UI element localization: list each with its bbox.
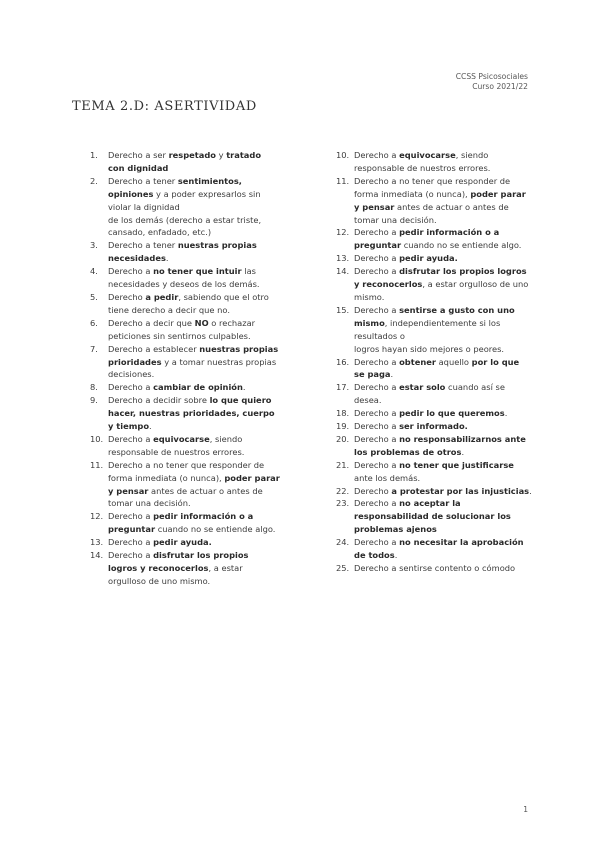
list-item (336, 407, 532, 420)
list-item-text: Derecho a decidir sobre (108, 395, 210, 406)
list-item (336, 536, 532, 562)
list-item-number: 19. (336, 421, 350, 432)
list-item-number: 9. (90, 395, 98, 406)
list-item-number: 15. (336, 304, 350, 315)
list-item (336, 420, 532, 433)
list-item (90, 536, 280, 549)
list-item-text: . (165, 253, 169, 264)
list-item-number: 12. (336, 227, 350, 238)
list-item-emphasis: NO (194, 317, 209, 328)
list-item (90, 239, 280, 265)
list-item-number: 13. (336, 253, 350, 264)
list-item (90, 291, 280, 317)
list-item-text: . (149, 421, 152, 432)
list-item-text: y a poder expresarlos sin violar la dignidad (108, 188, 261, 212)
list-item-number: 22. (336, 485, 350, 496)
list-item-text: Derecho a (108, 433, 154, 444)
list-item-text: Derecho a ser (108, 150, 169, 160)
list-item-text: Derecho a no tener que responder de forma inmediata (o nunca), (354, 175, 511, 199)
list-item (336, 562, 532, 575)
list-item-number: 14. (336, 266, 350, 277)
list-item-text: Derecho a sentirse contento o cómodo (354, 563, 516, 573)
list-item-text: Derecho (354, 485, 392, 496)
list-item-text: , siendo responsable de nuestros errores. (108, 433, 245, 457)
list-item-emphasis: lo que quiero hacer, nuestras prioridades, cuerpo y tiempo (108, 395, 275, 432)
list-item (336, 226, 532, 252)
list-item-text: . (242, 382, 246, 393)
list-item-text: . (390, 369, 394, 380)
list-item (336, 304, 532, 356)
rights-list-left (90, 149, 280, 588)
list-item-number: 6. (90, 317, 98, 328)
list-item-number: 3. (90, 240, 98, 251)
list-item (336, 175, 532, 227)
page-number: 1 (523, 805, 528, 814)
list-item-emphasis: poder parar y pensar (354, 188, 526, 212)
list-item-text: Derecho a (354, 266, 400, 277)
list-item-text: de los demás (derecho a estar triste, cansado, enfadado, etc.) (108, 214, 262, 238)
list-item (336, 381, 532, 407)
rights-list-right (336, 149, 532, 575)
list-item-emphasis: no tener que intuir (153, 266, 242, 277)
list-item-number: 2. (90, 175, 98, 186)
list-item (90, 381, 280, 394)
list-item-emphasis: pedir ayuda. (399, 253, 458, 264)
list-item-emphasis: no tener que justificarse (399, 459, 514, 470)
list-item-text: aquello (435, 356, 472, 367)
list-item-text: Derecho a (354, 150, 400, 160)
list-item-text: , siendo responsable de nuestros errores. (354, 150, 491, 173)
list-item-number: 20. (336, 433, 350, 444)
list-item-text: las necesidades y deseos de los demás. (108, 266, 260, 290)
list-item-emphasis: disfrutar los propios logros y reconocerlos (354, 266, 527, 290)
list-item (336, 497, 532, 536)
list-item-number: 10. (336, 150, 350, 160)
list-item-text: cuando así se desea. (354, 382, 505, 406)
list-item-emphasis: ser informado. (399, 421, 468, 432)
list-item-text: , a estar orgulloso de uno mismo. (108, 563, 243, 586)
list-item (336, 485, 532, 498)
list-item (90, 433, 280, 459)
list-item (336, 459, 532, 485)
list-item-number: 7. (90, 343, 98, 354)
list-item-number: 24. (336, 537, 350, 548)
list-item-text: Derecho a (354, 421, 400, 432)
list-item-emphasis: respetado (168, 150, 216, 160)
list-item-text: Derecho a (354, 253, 400, 264)
list-item-text: y (216, 150, 227, 160)
list-item-text: Derecho a establecer (108, 343, 200, 354)
list-item-emphasis: obtener (399, 356, 436, 367)
list-item-text: antes de actuar o antes de tomar una decisión. (354, 201, 509, 225)
list-item-number: 23. (336, 498, 350, 509)
list-item-text: Derecho a (354, 498, 400, 509)
header-course-year: Curso 2021/22 (472, 82, 528, 91)
list-item-text: antes de actuar o antes de tomar una decisión. (108, 485, 263, 509)
page-title: TEMA 2.D: ASERTIVIDAD (72, 99, 257, 114)
list-item-text: Derecho a decir que (108, 317, 195, 328)
list-item (90, 394, 280, 433)
list-item-emphasis: a protestar por las injusticias (391, 485, 530, 496)
list-item-text: Derecho a (108, 511, 154, 522)
list-item (90, 459, 280, 511)
list-item-emphasis: pedir información o a preguntar (108, 511, 254, 535)
list-item-number: 4. (90, 266, 98, 277)
list-item-text: y a tomar nuestras propias decisiones. (108, 356, 277, 380)
list-item-emphasis: equivocarse (399, 150, 456, 160)
list-item-text: Derecho a no tener que responder de forma inmediata (o nunca), (108, 459, 265, 483)
list-item-emphasis: disfrutar los propios logros y reconocerlos (108, 550, 249, 573)
list-item (336, 149, 532, 175)
list-item-text: , independientemente si los resultados o (354, 317, 501, 341)
list-item-emphasis: pedir ayuda. (153, 537, 212, 548)
list-item-number: 18. (336, 408, 350, 419)
list-item-number: 11. (90, 459, 104, 470)
list-item-text: . (461, 446, 465, 457)
list-item (90, 265, 280, 291)
list-item-number: 17. (336, 382, 350, 393)
list-item-emphasis: equivocarse (153, 433, 210, 444)
list-item-text: . (504, 408, 508, 419)
list-item-emphasis: no aceptar la responsabilidad de solucionar los problemas ajenos (354, 498, 511, 535)
header-course-name: CCSS Psicosociales (455, 72, 528, 81)
list-item-emphasis: poder parar y pensar (108, 472, 280, 496)
list-item-text: Derecho a (354, 382, 400, 393)
list-item-text: Derecho a (354, 537, 400, 548)
list-item-text: cuando no se entiende algo. (155, 524, 276, 535)
list-item (336, 252, 532, 265)
list-item-emphasis: a pedir (145, 291, 179, 302)
list-item-number: 10. (90, 433, 104, 444)
list-item-text: Derecho a tener (108, 240, 178, 251)
list-item-text: Derecho (108, 291, 146, 302)
list-item (90, 317, 280, 343)
list-item-emphasis: pedir información o a preguntar (354, 227, 500, 251)
list-item-number: 25. (336, 563, 350, 573)
list-item-number: 14. (90, 550, 104, 561)
list-item-text: logros hayan sido mejores o peores. (354, 343, 505, 354)
list-item-emphasis: no necesitar la aprobación de todos (354, 537, 524, 561)
list-item-emphasis: cambiar de opinión (153, 382, 243, 393)
list-item-text: Derecho a (108, 537, 154, 548)
list-item-text: o rechazar peticiones sin sentirnos culpables. (108, 317, 256, 341)
list-item-text: . (394, 550, 398, 561)
list-item (90, 510, 280, 536)
list-item-text: Derecho a (354, 433, 400, 444)
list-item-emphasis: nuestras propias necesidades (108, 240, 257, 264)
list-item-number: 13. (90, 537, 104, 548)
list-item (336, 265, 532, 304)
list-item-text: Derecho a (354, 408, 400, 419)
list-item-text: . (529, 485, 532, 496)
page-header (456, 72, 528, 92)
list-item-text: Derecho a (354, 356, 400, 367)
list-item-text: , sabiendo que el otro tiene derecho a decir que no. (108, 291, 269, 315)
list-item-text: Derecho a tener (108, 175, 178, 186)
list-item-number: 21. (336, 459, 350, 470)
list-item-emphasis: no responsabilizarnos ante los problemas de otros (354, 433, 526, 457)
list-item-number: 8. (90, 382, 98, 393)
list-item-number: 11. (336, 175, 350, 186)
list-item (90, 343, 280, 382)
list-item-text: Derecho a (108, 550, 154, 561)
list-item-emphasis: por lo que se paga (354, 356, 520, 380)
list-item-emphasis: estar solo (399, 382, 446, 393)
list-item-emphasis: nuestras propias prioridades (108, 343, 279, 367)
list-item-number: 1. (90, 150, 98, 160)
list-item-emphasis: sentirse a gusto con uno mismo (354, 304, 515, 328)
list-item-number: 16. (336, 356, 350, 367)
list-item-number: 12. (90, 511, 104, 522)
list-item-text: Derecho a (108, 382, 154, 393)
list-item-emphasis: sentimientos, opiniones (108, 175, 242, 199)
list-item-text: Derecho a (354, 459, 400, 470)
list-item (90, 549, 280, 588)
list-item-emphasis: tratado con dignidad (108, 150, 262, 173)
list-item-text: Derecho a (354, 304, 400, 315)
list-item-emphasis: pedir lo que queremos (399, 408, 505, 419)
list-item-number: 5. (90, 291, 98, 302)
list-item-text: Derecho a (108, 266, 154, 277)
list-item-text: Derecho a (354, 227, 400, 238)
list-item-text: , a estar orgulloso de uno mismo. (354, 279, 529, 302)
list-item-text: cuando no se entiende algo. (401, 240, 522, 251)
list-item-text: ante los demás. (354, 472, 421, 483)
list-item (90, 149, 280, 175)
list-item (336, 356, 532, 382)
list-item (90, 175, 280, 240)
list-item (336, 433, 532, 459)
